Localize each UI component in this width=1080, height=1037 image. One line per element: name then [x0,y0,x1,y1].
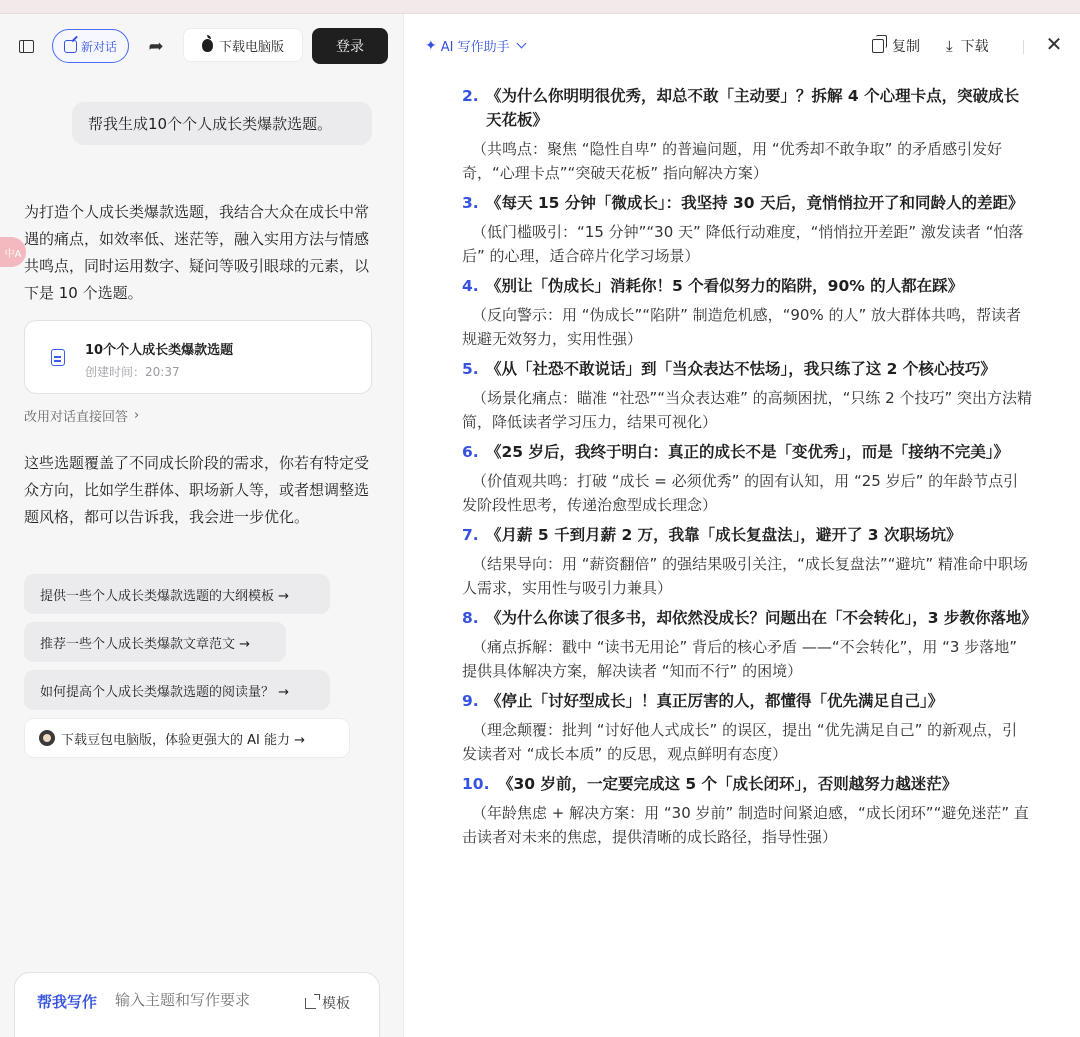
item-title [462,606,1037,630]
item-title [462,772,1032,796]
item-description: （场景化痛点：瞄准 “社恐”“当众表达难” 的高频困扰，“只练 2 个技巧” 突出方法精简，降低读者学习压力，结果可视化） [462,389,1033,431]
copy-icon [872,39,884,53]
item-title-text: 《25 岁后，我终于明白：真正的成长不是「变优秀」，而是「接纳不完美」》 [486,443,1009,461]
sparkle-icon: ✦ [425,37,437,54]
composer-input[interactable] [115,991,295,1009]
share-button[interactable] [144,34,168,58]
browser-top-strip [0,0,1080,14]
item-number: 9. [462,692,479,710]
list-item [462,357,1032,434]
item-description: （共鸣点：聚焦 “隐性自卑” 的普遍问题，用 “优秀却不敢争取” 的矛盾感引发好奇，“心理卡点”“突破天花板” 指向解决方案） [462,140,1003,182]
toolbar-divider [1023,40,1024,54]
template-label: 模板 [322,996,350,1012]
item-title [462,523,1032,547]
item-description: （痛点拆解：戳中 “读书无用论” 背后的核心矛盾 ——“不会转化”，用 “3 步落地” 提供具体解决方案，解决读者 “知而不行” 的困境） [462,638,1018,680]
doubao-avatar-icon [39,730,55,746]
item-title-text: 《为什么你读了很多书，却依然没成长？问题出在「不会转化」，3 步教你落地》 [486,609,1037,627]
list-item [462,84,1032,185]
login-button[interactable]: 登录 [312,28,388,64]
item-description: （低门槛吸引：“15 分钟”“30 天” 降低行动难度，“悄悄拉开差距” 激发读者 “怕落后” 的心理，适合碎片化学习场景） [462,223,1024,265]
chevron-right-icon: › [134,408,140,423]
ai-writer-menu[interactable] [425,36,525,55]
download-label: 下载 [960,39,989,55]
item-title-text: 《每天 15 分钟「微成长」：我坚持 30 天后，竟悄悄拉开了和同龄人的差距》 [486,194,1024,212]
list-item [462,191,1032,268]
item-title-text: 《别让「伪成长」消耗你！5 个看似努力的陷阱，90% 的人都在踩》 [486,277,964,295]
assistant-closing: 这些选题覆盖了不同成长阶段的需求，你若有特定受众方向，比如学生群体、职场新人等，或者想调整选题风格，都可以告诉我，我会进一步优化。 [24,454,370,526]
sidebar-icon [19,40,34,53]
item-description: （反向警示：用 “伪成长”“陷阱” 制造危机感，“90% 的人” 放大群体共鸣，帮读者规避无效努力，实用性强） [462,306,1022,348]
list-item [462,274,1032,351]
share-icon: ➦ [148,35,164,57]
apple-icon [202,39,213,52]
ai-writer-label: AI 写作助手 [440,40,510,55]
copy-button[interactable] [872,36,920,56]
document-icon [51,349,65,366]
reply-directly-label: 改用对话直接回答 [24,410,129,425]
document-card[interactable] [24,320,372,394]
item-number: 4. [462,277,479,295]
list-item [462,689,1032,766]
suggestion-improve-reads[interactable]: 如何提高个人成长类爆款选题的阅读量？ → [24,670,330,710]
item-description: （年龄焦虑 + 解决方案：用 “30 岁前” 制造时间紧迫感，“成长闭环”“避免迷茫” 直击读者对未来的焦虑，提供清晰的成长路径，指导性强） [462,804,1029,846]
list-item [462,523,1032,600]
reply-directly-link[interactable] [24,406,139,425]
item-number: 10. [462,775,490,793]
document-time: 创建时间：20:37 [85,365,180,379]
new-chat-label: 新对话 [80,39,117,54]
chevron-down-icon [516,39,526,49]
item-title-text: 《为什么你明明很优秀，却总不敢「主动要」？拆解 4 个心理卡点，突破成长天花板》 [486,87,1020,129]
item-description: （结果导向：用 “薪资翻倍” 的强结果吸引关注，“成长复盘法”“避坑” 精准命中职场人需求，实用性与吸引力兼具） [462,555,1028,597]
item-title-text: 《从「社恐不敢说话」到「当众表达不怯场」，我只练了这 2 个核心技巧》 [486,360,996,378]
writing-mode-label[interactable]: 帮我写作 [37,993,98,1011]
item-title [462,689,1032,713]
document-title: 10个个人成长类爆款选题 [85,343,234,358]
suggestion-outline-template[interactable]: 提供一些个人成长类爆款选题的大纲模板 → [24,574,330,614]
item-title [462,357,1032,381]
template-button[interactable] [305,993,350,1013]
close-icon: ✕ [1045,32,1063,56]
topic-list [462,84,1037,855]
suggestion-download-label: 下载豆包电脑版，体验更强大的 AI 能力 → [61,732,306,748]
item-number: 6. [462,443,479,461]
suggestion-download-desktop[interactable] [24,718,350,758]
download-pc-button[interactable] [183,28,303,62]
item-title-text: 《月薪 5 千到月薪 2 万，我靠「成长复盘法」，避开了 3 次职场坑》 [486,526,962,544]
list-item [462,606,1037,683]
download-icon: ⤓ [946,37,953,55]
list-item [462,772,1032,849]
item-number: 7. [462,526,479,544]
item-description: （理念颠覆：批判 “讨好他人式成长” 的误区，提出 “优先满足自己” 的新观点，引发读者对 “成长本质” 的反思，观点鲜明有态度） [462,721,1018,763]
copy-label: 复制 [892,39,920,55]
item-title [462,274,1032,298]
item-title [462,84,1032,132]
item-number: 3. [462,194,479,212]
edit-icon [64,40,77,53]
download-button[interactable] [946,36,989,56]
user-message: 帮我生成10个个人成长类爆款选题。 [72,102,372,145]
list-item [462,440,1032,517]
item-number: 5. [462,360,479,378]
item-title-text: 《30 岁前，一定要完成这 5 个「成长闭环」，否则越努力越迷茫》 [498,775,958,793]
item-title [462,440,1032,464]
item-number: 8. [462,609,479,627]
item-title [462,191,1032,215]
new-chat-button[interactable] [52,29,129,63]
expand-icon [305,998,316,1009]
item-description: （价值观共鸣：打破 “成长 = 必须优秀” 的固有认知，用 “25 岁后” 的年龄节点引发阶段性思考，传递治愈型成长理念） [462,472,1019,514]
composer [14,972,380,1037]
translate-icon[interactable]: 中A [0,237,26,267]
item-title-text: 《停止「讨好型成长」！真正厉害的人，都懂得「优先满足自己」》 [486,692,944,710]
download-pc-label: 下载电脑版 [218,39,284,55]
sidebar-toggle-button[interactable] [14,34,38,58]
suggestion-sample-articles[interactable]: 推荐一些个人成长类爆款文章范文 → [24,622,286,662]
item-number: 2. [462,87,479,105]
assistant-intro: 为打造个人成长类爆款选题，我结合大众在成长中常遇的痛点，如效率低、迷茫等，融入实用方法与情感共鸣点，同时运用数字、疑问等吸引眼球的元素，以下是 10 个选题。 [24,203,370,302]
close-button[interactable] [1044,34,1064,54]
